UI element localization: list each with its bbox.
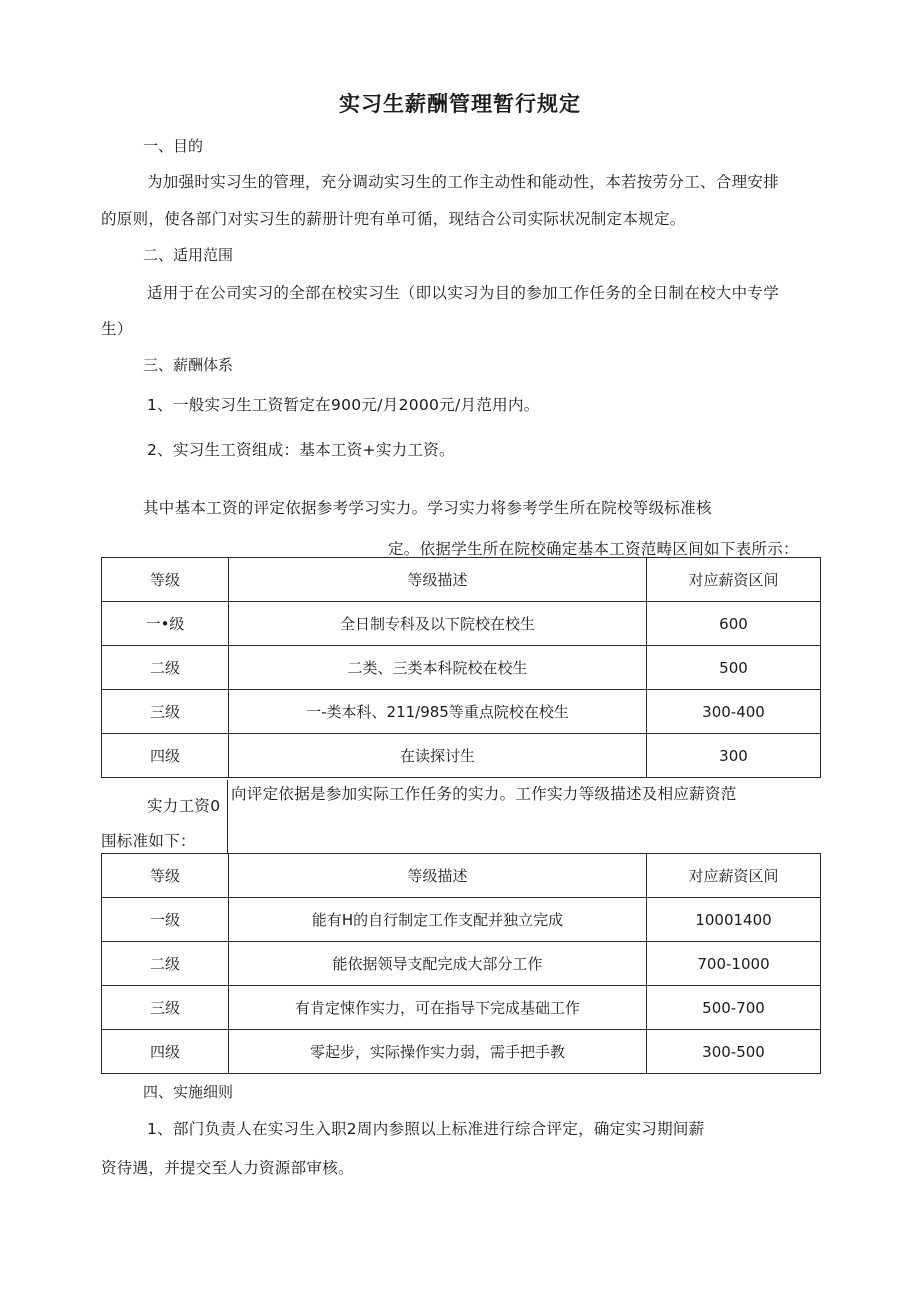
table-cell: 二级 [102, 942, 229, 986]
salary-item-2: 2、实习生工资组成：基本工资+实力工资。 [147, 441, 455, 459]
table-row [102, 690, 821, 734]
table-cell: 一-类本科、211/985等重点院校在校生 [229, 690, 647, 734]
table-cell: 三级 [102, 986, 229, 1030]
implementation-item-1-line-2: 资待遇，并提交至人力资源部审核。 [101, 1159, 354, 1177]
table-header-cell: 等级描述 [229, 558, 647, 602]
basic-salary-line-1: 其中基本工资的评定依据参考学习实力。学习实力将参考学生所在院校等级标准核 [143, 499, 712, 517]
table-row [102, 898, 821, 942]
implementation-item-1-line-1: 1、部门负责人在实习生入职2周内参照以上标准进行综合评定，确定实习期间薪 [147, 1120, 705, 1138]
table-row [102, 942, 821, 986]
table-cell: 能有H的自行制定工作支配并独立完成 [229, 898, 647, 942]
purpose-paragraph-line-1: 为加强时实习生的管理，充分调动实习生的工作主动性和能动性，本若按劳分工、合理安排 [147, 173, 780, 191]
table-header-cell: 等级 [102, 854, 229, 898]
salary-item-1: 1、一般实习生工资暂定在900元/月2000元/月范用内。 [147, 396, 540, 414]
table-cell: 二类、三类本科院校在校生 [229, 646, 647, 690]
table-header-row [102, 854, 821, 898]
skill-salary-paragraph-line-1: 向评定依据是参加实际工作任务的实力。工作实力等级描述及相应薪资范 [231, 785, 737, 803]
table-cell: 300-400 [647, 690, 821, 734]
table-cell: 全日制专科及以下院校在校生 [229, 602, 647, 646]
section-heading-implementation: 四、实施细则 [143, 1083, 234, 1101]
table-cell: 一级 [102, 898, 229, 942]
scope-paragraph-line-1: 适用于在公司实习的全部在校实习生（即以实习为目的参加工作任务的全日制在校大中专学 [147, 284, 780, 302]
skill-salary-label: 实力工资0 [147, 797, 221, 815]
table-cell: 在读探讨生 [229, 734, 647, 778]
section-heading-scope: 二、适用范围 [143, 246, 234, 264]
table-header-cell: 对应薪资区间 [647, 854, 821, 898]
section-heading-purpose: 一、目的 [143, 137, 204, 155]
skill-salary-paragraph-line-2: 围标准如下： [101, 832, 196, 850]
table-cell: 500-700 [647, 986, 821, 1030]
table-cell: 三级 [102, 690, 229, 734]
table-row [102, 646, 821, 690]
basic-salary-line-2: 定。依据学生所在院校确定基本工资范畴区间如下表所示： [388, 540, 799, 558]
table-connector-line [227, 780, 228, 853]
table-cell: 300 [647, 734, 821, 778]
purpose-paragraph-line-2: 的原则，使各部门对实习生的薪册计兜有单可循，现结合公司实际状况制定本规定。 [101, 210, 686, 228]
table-cell: 600 [647, 602, 821, 646]
table-cell: 一•级 [102, 602, 229, 646]
table-cell: 700-1000 [647, 942, 821, 986]
table-header-cell: 对应薪资区间 [647, 558, 821, 602]
table-cell: 零起步，实际操作实力弱，需手把手教 [229, 1030, 647, 1074]
basic-salary-table [101, 557, 821, 778]
table-cell: 300-500 [647, 1030, 821, 1074]
table-cell: 能依据领导支配完成大部分工作 [229, 942, 647, 986]
table-cell: 10001400 [647, 898, 821, 942]
table-cell: 500 [647, 646, 821, 690]
table-row [102, 602, 821, 646]
skill-salary-table [101, 853, 821, 1074]
table-row [102, 734, 821, 778]
table-header-cell: 等级 [102, 558, 229, 602]
table-header-row [102, 558, 821, 602]
table-header-cell: 等级描述 [229, 854, 647, 898]
scope-paragraph-line-2: 生） [101, 320, 133, 338]
table-cell: 四级 [102, 734, 229, 778]
section-heading-salary-system: 三、薪酬体系 [143, 356, 234, 374]
table-row [102, 1030, 821, 1074]
table-cell: 有肯定悚作实力，可在指导下完成基础工作 [229, 986, 647, 1030]
table-row [102, 986, 821, 1030]
table-cell: 四级 [102, 1030, 229, 1074]
page-title: 实习生薪酬管理暂行规定 [339, 92, 581, 116]
table-cell: 二级 [102, 646, 229, 690]
